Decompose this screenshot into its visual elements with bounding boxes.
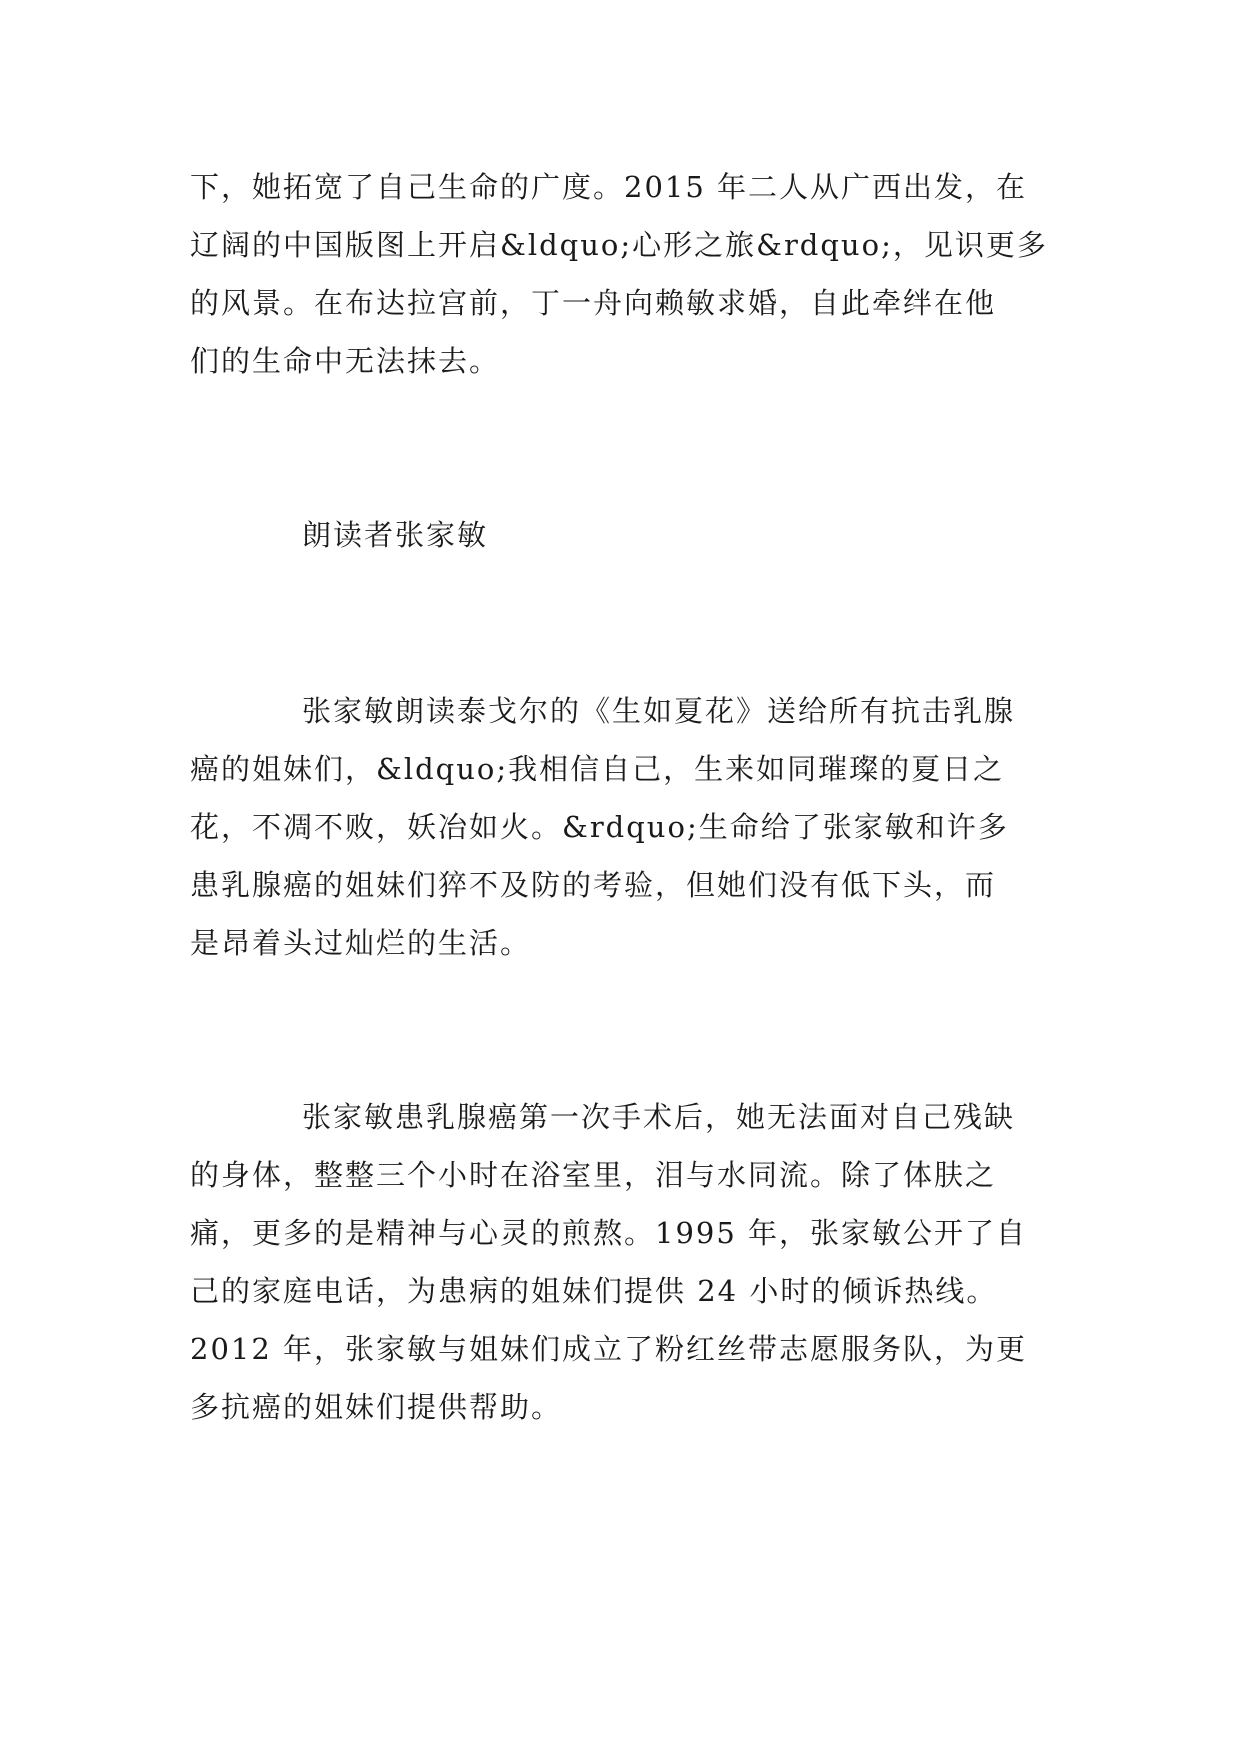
paragraph-2 [190,682,1060,972]
paragraph-line: 辽阔的中国版图上开启&ldquo;心形之旅&rdquo;，见识更多 [190,228,1048,262]
paragraph-line: 是昂着头过灿烂的生活。 [190,926,532,960]
paragraph-line: 张家敏朗读泰戈尔的《生如夏花》送给所有抗击乳腺 [302,694,1016,728]
paragraph-line: 癌的姐妹们，&ldquo;我相信自己，生来如同璀璨的夏日之 [190,752,1005,786]
paragraph-3 [190,1088,1060,1436]
paragraph-line: 的风景。在布达拉宫前，丁一舟向赖敏求婚，自此牵绊在他 [190,286,997,320]
paragraph-line: 多抗癌的姐妹们提供帮助。 [190,1390,563,1424]
paragraph-line: 己的家庭电话，为患病的姐妹们提供 24 小时的倾诉热线。 [190,1274,998,1308]
section-heading: 朗读者张家敏 [302,518,489,552]
paragraph-line: 2012 年，张家敏与姐妹们成立了粉红丝带志愿服务队，为更 [190,1332,1028,1366]
paragraph-line: 的身体，整整三个小时在浴室里，泪与水同流。除了体肤之 [190,1158,997,1192]
paragraph-line: 患乳腺癌的姐妹们猝不及防的考验，但她们没有低下头，而 [190,868,997,902]
paragraph-line: 下，她拓宽了自己生命的广度。2015 年二人从广西出发，在 [190,170,1028,204]
section-heading-block [190,506,1060,564]
paragraph-1 [190,158,1060,390]
paragraph-line: 痛，更多的是精神与心灵的煎熬。1995 年，张家敏公开了自 [190,1216,1028,1250]
paragraph-line: 花，不凋不败，妖冶如火。&rdquo;生命给了张家敏和许多 [190,810,1009,844]
paragraph-line: 们的生命中无法抹去。 [190,344,501,378]
paragraph-line: 张家敏患乳腺癌第一次手术后，她无法面对自己残缺 [302,1100,1016,1134]
